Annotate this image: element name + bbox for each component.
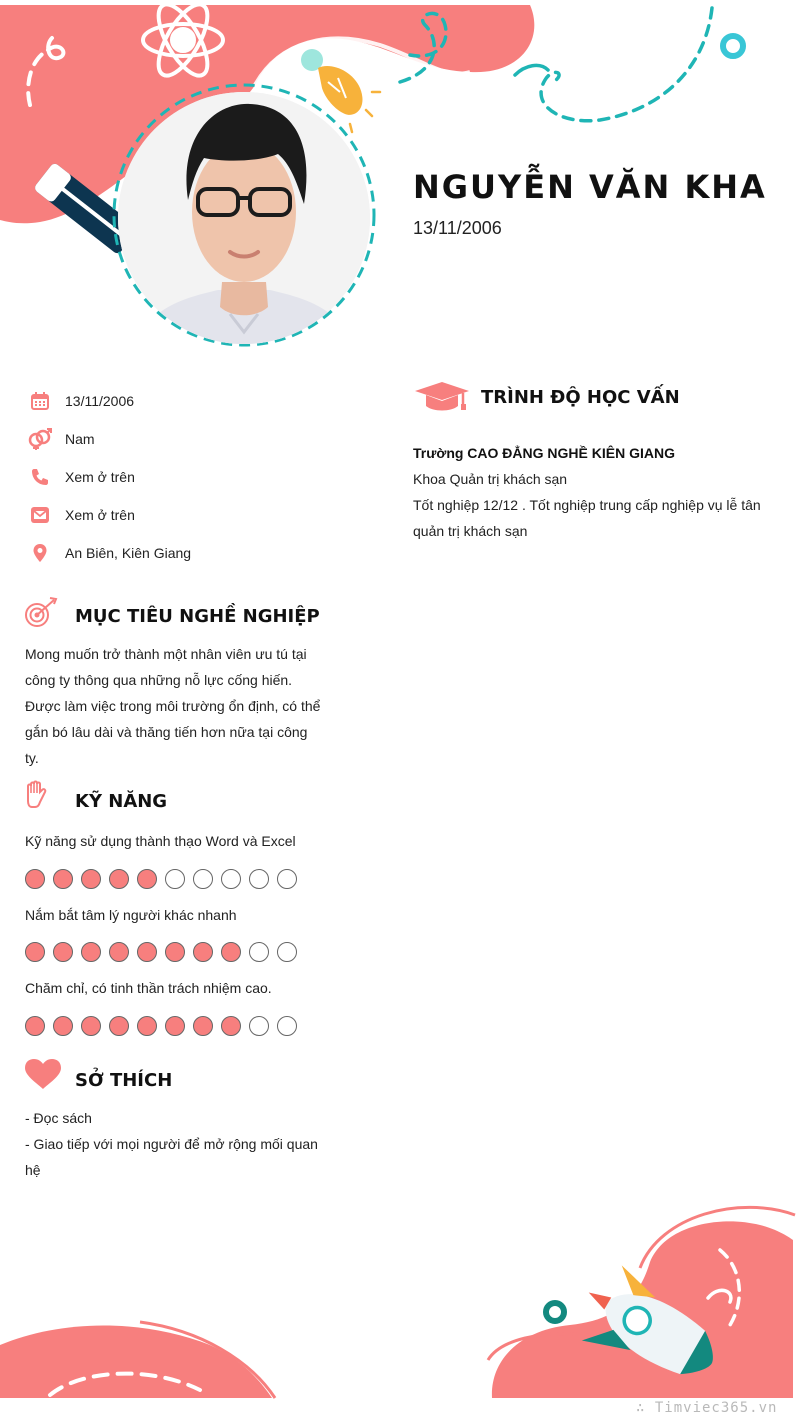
skill-dot-filled [109,869,129,889]
hobby-line: - Đọc sách [25,1110,92,1126]
contact-text: Xem ở trên [65,469,135,485]
skill-dot-filled [137,942,157,962]
skill-dot-filled [193,942,213,962]
hobby-line: - Giao tiếp với mọi người để mở rộng mối quan [25,1136,318,1152]
contact-row-dob [28,382,328,420]
skill-dot-filled [53,942,73,962]
heart-icon [24,1058,62,1095]
contact-row-phone [28,458,328,496]
skill-dot-filled [221,1016,241,1036]
hobby-line: hệ [25,1162,41,1178]
watermark: ∴ Timviec365.vn [636,1400,778,1416]
skills-title: KỸ NĂNG [75,791,168,812]
skill-dot-filled [81,1016,101,1036]
education-title: TRÌNH ĐỘ HỌC VẤN [481,387,680,408]
skill-dot-filled [109,942,129,962]
skill-dot-filled [25,869,45,889]
objective-line: Mong muốn trở thành một nhân viên ưu tú tại [25,646,307,662]
skill-dot-filled [53,869,73,889]
skill-dot-empty [277,1016,297,1036]
skill-rating [25,869,305,889]
contact-text: Xem ở trên [65,507,135,523]
skill-dot-filled [81,869,101,889]
skill-dot-filled [25,1016,45,1036]
objective-title: MỤC TIÊU NGHỀ NGHIỆP [75,606,320,627]
hand-icon [25,780,47,815]
gender-icon [28,427,52,451]
location-pin-icon [28,541,52,565]
skill-dot-filled [221,942,241,962]
education-line: Tốt nghiệp 12/12 . Tốt nghiệp trung cấp nghiệp vụ lễ tân [413,497,761,513]
contact-row-email [28,496,328,534]
skill-dot-filled [81,942,101,962]
skill-rating [25,942,305,962]
phone-icon [28,465,52,489]
skill-dot-filled [137,869,157,889]
skill-dot-filled [109,1016,129,1036]
skill-dot-empty [193,869,213,889]
skill-rating [25,1016,305,1036]
contact-list [28,382,328,572]
objective-line: ty. [25,750,39,766]
contact-text: 13/11/2006 [65,393,135,409]
skill-dot-filled [25,942,45,962]
target-icon [24,597,58,634]
skill-dot-empty [221,869,241,889]
graduation-cap-icon [413,380,471,419]
objective-line: Được làm việc trong môi trường ổn định, có thể [25,698,321,714]
skill-dot-empty [277,869,297,889]
contact-text: Nam [65,431,95,447]
hobbies-text [25,1105,325,1183]
skill-label: Chăm chỉ, có tinh thần trách nhiệm cao. [25,980,272,996]
email-icon [28,503,52,527]
skill-dot-empty [165,869,185,889]
objective-text [25,641,325,771]
calendar-icon [28,389,52,413]
candidate-dob: 13/11/2006 [413,218,502,238]
hobbies-title: SỞ THÍCH [75,1070,173,1091]
education-school: Trường CAO ĐẲNG NGHỀ KIÊN GIANG [413,445,675,461]
skill-dot-empty [249,1016,269,1036]
objective-line: công ty thông qua những nỗ lực cống hiến. [25,672,293,688]
candidate-name: NGUYỄN VĂN KHA [413,168,767,206]
skill-dot-filled [165,942,185,962]
skill-label: Nắm bắt tâm lý người khác nhanh [25,907,237,923]
objective-line: gắn bó lâu dài và thăng tiến hơn nữa tại công [25,724,308,740]
contact-row-gender [28,420,328,458]
skill-label: Kỹ năng sử dụng thành thạo Word và Excel [25,833,296,849]
skill-dot-filled [53,1016,73,1036]
avatar [118,92,370,344]
skill-dot-empty [277,942,297,962]
contact-row-address [28,534,328,572]
contact-text: An Biên, Kiên Giang [65,545,192,561]
skill-dot-filled [193,1016,213,1036]
skill-dot-filled [137,1016,157,1036]
education-line: Khoa Quản trị khách sạn [413,471,568,487]
skill-dot-empty [249,869,269,889]
skill-dot-empty [249,942,269,962]
skill-dot-filled [165,1016,185,1036]
profile-photo [118,92,370,344]
education-line: quản trị khách sạn [413,523,528,539]
